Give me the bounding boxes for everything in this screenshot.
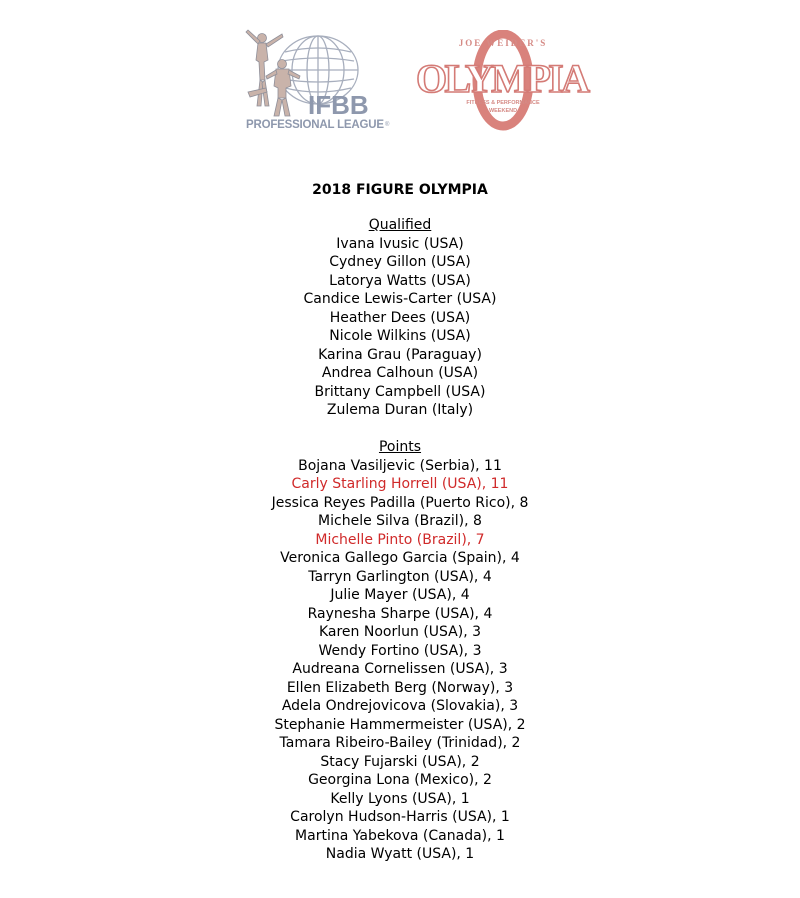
points-athlete: Bojana Vasiljevic (Serbia), 11 (298, 457, 502, 474)
olympia-sub-text-2: WEEKEND (488, 108, 518, 114)
points-heading: Points (378, 439, 422, 455)
points-athlete: Carolyn Hudson-Harris (USA), 1 (290, 809, 510, 825)
qualified-athlete: Zulema Duran (Italy) (326, 402, 474, 418)
qualified-list (0, 235, 800, 420)
qualified-athlete: Brittany Campbell (USA) (314, 383, 486, 400)
points-athlete-highlighted: Carly Starling Horrell (USA), 11 (291, 476, 509, 492)
points-athlete: Julie Mayer (USA), 4 (330, 587, 470, 603)
points-athlete-highlighted: Michelle Pinto (Brazil), 7 (315, 531, 485, 548)
points-athlete: Kelly Lyons (USA), 1 (330, 790, 470, 807)
points-athlete: Wendy Fortino (USA), 3 (318, 642, 482, 659)
ifbb-tagline: PROFESSIONAL LEAGUE (246, 119, 384, 131)
ifbb-logo (240, 28, 392, 134)
points-athlete: Ellen Elizabeth Berg (Norway), 3 (286, 679, 514, 696)
qualified-athlete: Nicole Wilkins (USA) (329, 328, 471, 344)
points-athlete: Adela Ondrejovicova (Slovakia), 3 (281, 698, 519, 714)
points-athlete: Stacy Fujarski (USA), 2 (320, 753, 480, 770)
points-athlete: Karen Noorlun (USA), 3 (318, 624, 482, 640)
points-athlete: Stephanie Hammermeister (USA), 2 (274, 716, 526, 733)
section-spacer (0, 420, 800, 439)
results-document (0, 178, 800, 864)
qualified-athlete: Heather Dees (USA) (329, 309, 471, 326)
qualified-athlete: Candice Lewis-Carter (USA) (303, 291, 497, 307)
olympia-sub-text-1: FITNESS & PERFORMANCE (466, 100, 540, 106)
page-title: 2018 FIGURE OLYMPIA (312, 182, 488, 198)
points-athlete: Audreana Cornelissen (USA), 3 (292, 661, 508, 677)
qualified-athlete: Cydney Gillon (USA) (329, 254, 471, 270)
points-athlete: Raynesha Sharpe (USA), 4 (307, 605, 493, 622)
points-athlete: Tamara Ribeiro-Bailey (Trinidad), 2 (279, 735, 521, 751)
points-athlete: Nadia Wyatt (USA), 1 (325, 846, 475, 862)
points-athlete: Veronica Gallego Garcia (Spain), 4 (280, 550, 520, 566)
points-athlete: Jessica Reyes Padilla (Puerto Rico), 8 (271, 494, 529, 511)
points-athlete: Michele Silva (Brazil), 8 (318, 513, 482, 529)
posing-figures-icon (246, 30, 300, 116)
olympia-wordmark: OLYMPIA (416, 56, 590, 101)
qualified-heading: Qualified (368, 217, 432, 233)
ifbb-wordmark: IFBB (308, 90, 369, 120)
ifbb-registered-mark: ® (385, 122, 390, 128)
points-athlete: Martina Yabekova (Canada), 1 (295, 827, 505, 844)
olympia-top-text: JOE WEIDER'S (458, 38, 548, 48)
points-list (0, 457, 800, 864)
points-athlete: Georgina Lona (Mexico), 2 (308, 772, 492, 788)
qualified-athlete: Andrea Calhoun (USA) (321, 365, 479, 381)
olympia-logo (413, 30, 593, 134)
qualified-athlete: Ivana Ivusic (USA) (336, 235, 464, 252)
logo-bar (0, 28, 800, 138)
points-athlete: Tarryn Garlington (USA), 4 (308, 568, 492, 585)
qualified-athlete: Karina Grau (Paraguay) (318, 346, 482, 363)
qualified-athlete: Latorya Watts (USA) (329, 272, 471, 289)
